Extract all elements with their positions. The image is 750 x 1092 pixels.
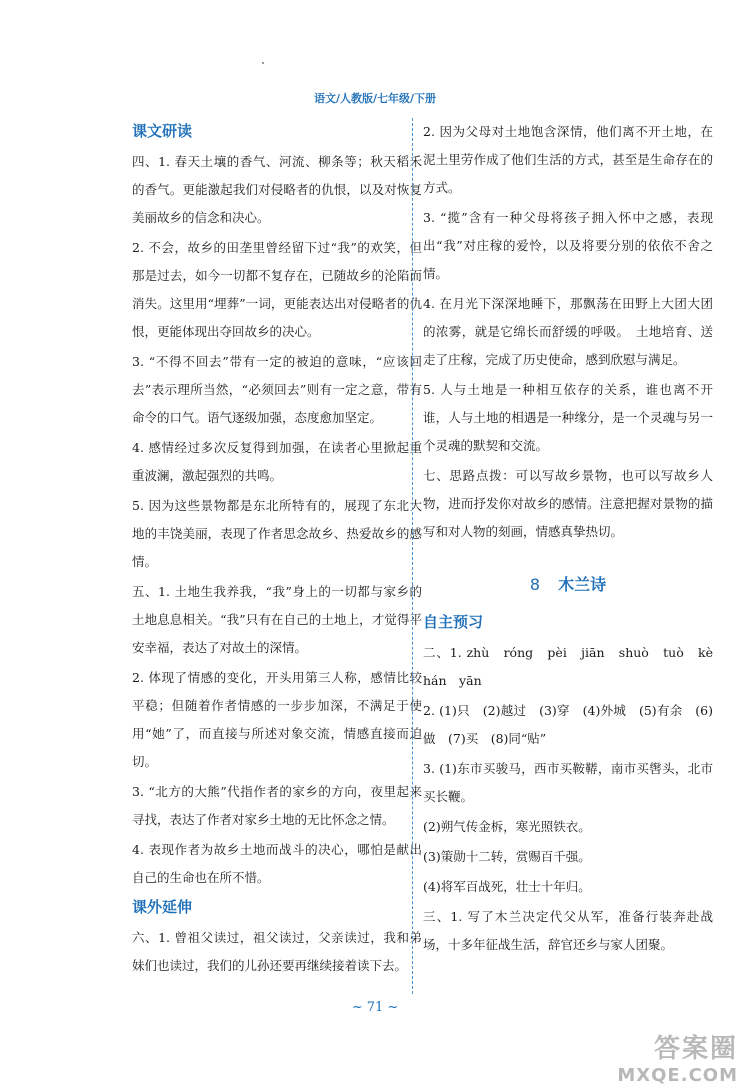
answer-paragraph: 2. 体现了情感的变化，开头用第三人称，感情比较平稳；但随着作者情感的一步步加深，不满足于使用“她”了，而直接与所述对象交流，情感直接而迫切。 — [132, 670, 422, 769]
answer-paragraph: 五、1. 土地生我养我，“我”身上的一切都与家乡的土地息息相关。“我”只有在自己的土地上，才觉得平安幸福，表达了对故土的深情。 — [132, 584, 422, 655]
watermark-line1: 答案圈 — [653, 1034, 738, 1064]
section-heading: 课外延伸 — [132, 898, 193, 916]
lesson-number: 8 — [529, 575, 541, 594]
lesson-title — [423, 572, 713, 595]
answer-paragraph: 三、1. 写了木兰决定代父从军，准备行装奔赴战场，十多年征战生活，辞官还乡与家人团聚。 — [423, 909, 713, 952]
answer-paragraph: (2)朔气传金柝，寒光照铁衣。 — [423, 819, 591, 834]
answer-paragraph: 4. 在月光下深深地睡下，那飘荡在田野上大团大团的浓雾，就是它绵长而舒缓的呼吸。 土地培育、送走了庄稼，完成了历史使命，感到欣慰与满足。 — [423, 296, 713, 367]
page-header: 语文/人教版/七年级/下册 — [313, 92, 437, 105]
right-column — [423, 118, 726, 961]
answer-paragraph: 4. 表现作者为故乡土地而战斗的决心，哪怕是献出自己的生命也在所不惜。 — [132, 842, 422, 885]
answer-paragraph: 3. “不得不回去”带有一定的被迫的意味，“应该回去”表示理所当然，“必须回去”则有一定之意，带有命令的口气。语气逐级加强，态度愈加坚定。 — [132, 354, 422, 425]
answer-paragraph: 二、1. zhù róng pèi jiān shuò tuò kè hán yān — [423, 645, 726, 688]
stray-dot — [262, 62, 264, 64]
answer-paragraph: 2. 不会，故乡的田垄里曾经留下过“我”的欢笑，但那是过去，如今一切都不复存在，已随故乡的沦陷而消失。这里用“埋葬”一词，更能表达出对侵略者的仇恨，更能体现出夺回故乡的决心。 — [132, 240, 422, 339]
watermark-logo — [617, 1028, 738, 1086]
section-heading: 课文研读 — [132, 122, 193, 140]
watermark-line2: MXQE.COM — [617, 1065, 738, 1086]
answer-paragraph: 5. 因为这些景物都是东北所特有的，展现了东北大地的丰饶美丽，表现了作者思念故乡、热爱故乡的感情。 — [132, 498, 422, 569]
answer-paragraph: 六、1. 曾祖父读过，祖父读过，父亲读过，我和弟妹们也读过，我们的儿孙还要再继续接着读下去。 — [132, 930, 422, 973]
lesson-name: 木兰诗 — [558, 575, 607, 594]
answer-paragraph: 2. (1)只 (2)越过 (3)穿 (4)外城 (5)有余 (6)做 (7)买 (8)同“贴” — [423, 703, 713, 746]
answer-paragraph: 3. “北方的大熊”代指作者的家乡的方向，夜里起来寻找，表达了作者对家乡土地的无比怀念之情。 — [132, 784, 422, 827]
section-heading: 自主预习 — [423, 613, 484, 631]
answer-paragraph: 5. 人与土地是一种相互依存的关系，谁也离不开谁，人与土地的相遇是一种缘分，是一个灵魂与另一个灵魂的默契和交流。 — [423, 382, 713, 453]
answer-paragraph: 2. 因为父母对土地饱含深情，他们离不开土地，在泥土里劳作成了他们生活的方式，甚至是生命存在的方式。 — [423, 124, 713, 195]
page-number: ~ 71 ~ — [351, 1000, 399, 1015]
column-divider — [412, 118, 413, 994]
answer-paragraph: (4)将军百战死，壮士十年归。 — [423, 879, 591, 894]
answer-paragraph: 3. (1)东市买骏马，西市买鞍鞯，南市买辔头，北市买长鞭。 — [423, 761, 713, 804]
answer-paragraph: 四、1. 春天土壤的香气、河流、柳条等；秋天稻禾的香气。更能激起我们对侵略者的仇恨，以及对恢复美丽故乡的信念和决心。 — [132, 154, 422, 225]
answer-paragraph: 七、思路点拨：可以写故乡景物，也可以写故乡人物，进而抒发你对故乡的感情。注意把握对景物的描写和对人物的刻画，情感真挚热切。 — [423, 468, 713, 539]
left-column — [132, 118, 422, 982]
answer-paragraph: (3)策勋十二转，赏赐百千强。 — [423, 849, 591, 864]
answer-paragraph: 4. 感情经过多次反复得到加强，在读者心里掀起重重波澜，激起强烈的共鸣。 — [132, 440, 422, 483]
answer-paragraph: 3. “揽”含有一种父母将孩子拥入怀中之感，表现出“我”对庄稼的爱怜，以及将要分别的依依不舍之情。 — [423, 210, 713, 281]
